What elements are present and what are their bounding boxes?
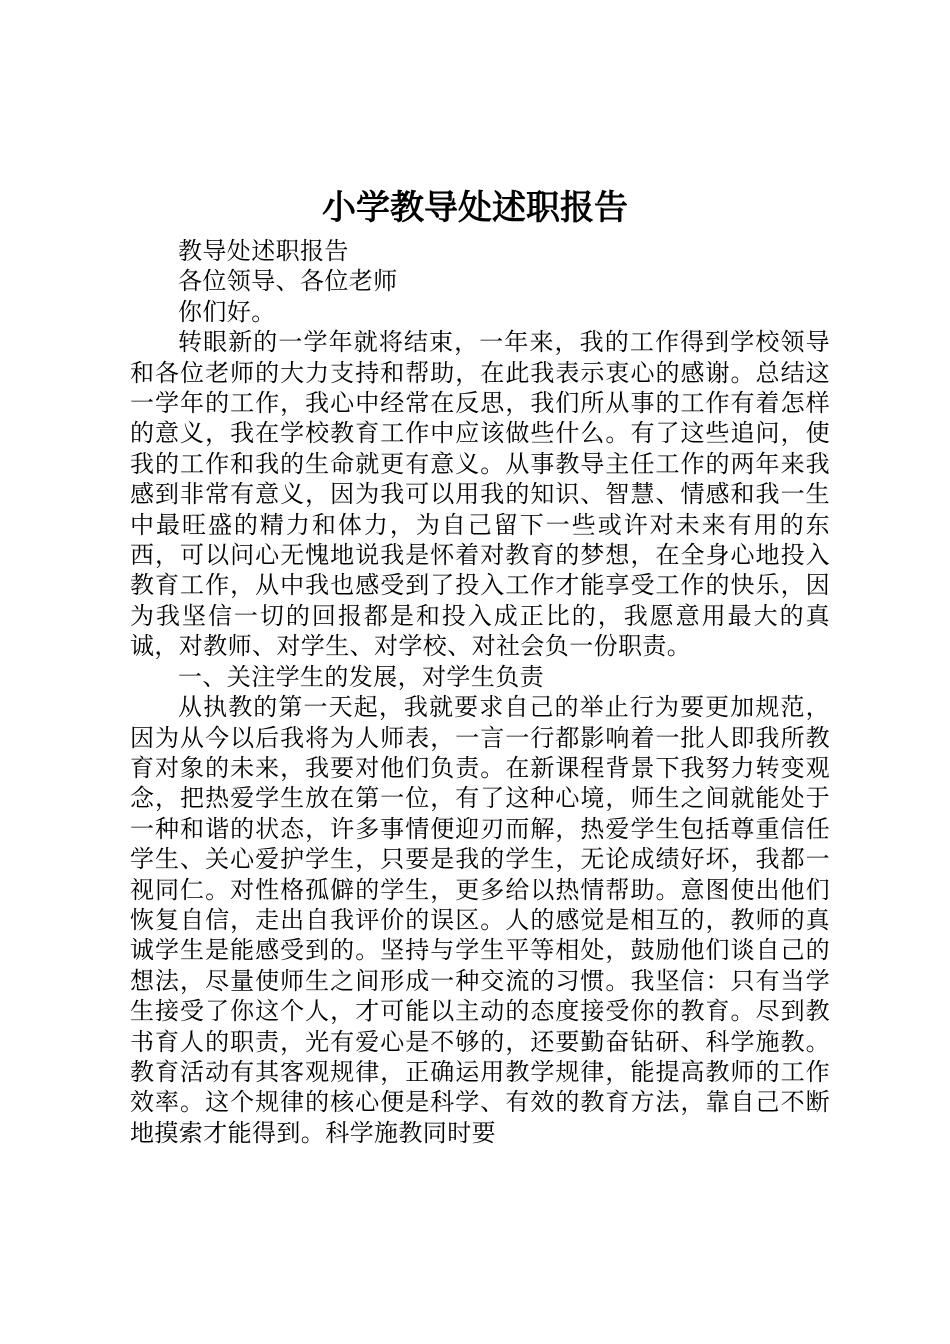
paragraph-intro: 转眼新的一学年就将结束，一年来，我的工作得到学校领导和各位老师的大力支持和帮助，在此我表示衷心的感谢。总结这一学年的工作，我心中经常在反思，我们所从事的工作有着怎样的意义，我在学校教育工作中应该做些什么。有了这些追问，使我的工作和我的生命就更有意义。从事教导主任工作的两年来我感到非常有意义，因为我可以用我的知识、智慧、情感和我一生中最旺盛的精力和体力，为自己留下一些或许对未来有用的东西，可以问心无愧地说我是怀着对教育的梦想，在全身心地投入教育工作，从中我也感受到了投入工作才能享受工作的快乐，因为我坚信一切的回报都是和投入成正比的，我愿意用最大的真诚，对教师、对学生、对学校、对社会负一份职责。 — [130, 328, 830, 661]
paragraph-section-1: 从执教的第一天起，我就要求自己的举止行为要更加规范，因为从今以后我将为人师表，一言一行都影响着一批人即我所教育对象的未来，我要对他们负责。在新课程背景下我努力转变观念，把热爱学生放在第一位，有了这种心境，师生之间就能处于一种和谐的状态，许多事情便迎刃而解，热爱学生包括尊重信任学生、关心爱护学生，只要是我的学生，无论成绩好坏，我都一视同仁。对性格孤僻的学生，更多给以热情帮助。意图使出他们恢复自信，走出自我评价的误区。人的感觉是相互的，教师的真诚学生是能感受到的。坚持与学生平等相处，鼓励他们谈自己的想法，尽量使师生之间形成一种交流的习惯。我坚信：只有当学生接受了你这个人，才可能以主动的态度接受你的教育。尽到教书育人的职责，光有爱心是不够的，还要勤奋钻研、科学施教。教育活动有其客观规律，正确运用教学规律，能提高教师的工作效率。这个规律的核心便是科学、有效的教育方法，靠自己不断地摸索才能得到。科学施教同时要 — [130, 693, 830, 1147]
document-body — [130, 236, 830, 1148]
document-title: 小学教导处述职报告 — [322, 188, 628, 228]
paragraph-greeting: 你们好。 — [178, 297, 276, 326]
paragraph-heading: 教导处述职报告 — [178, 237, 349, 265]
paragraph-salutation: 各位领导、各位老师 — [178, 267, 398, 296]
section-heading-1: 一、关注学生的发展，对学生负责 — [178, 662, 544, 691]
